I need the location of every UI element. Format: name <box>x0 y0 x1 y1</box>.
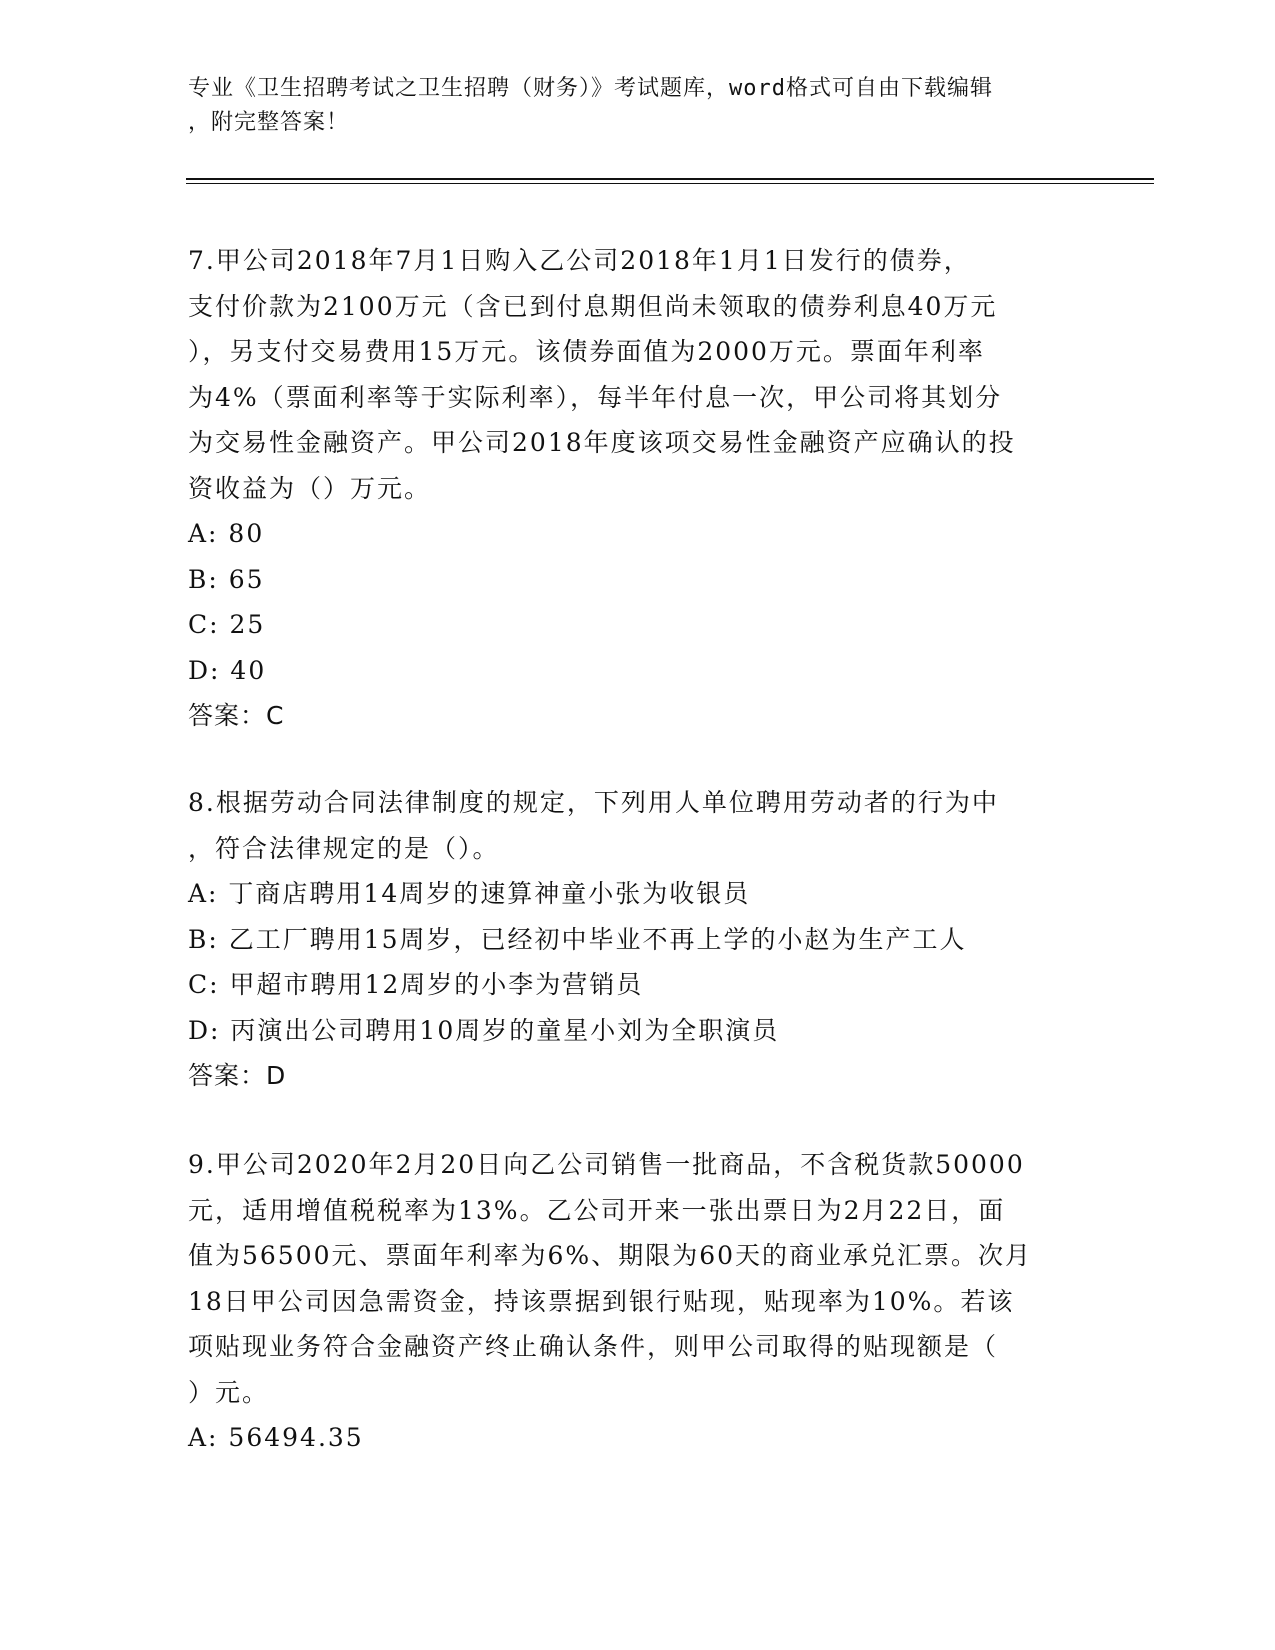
question-9 <box>188 1142 1088 1461</box>
option-a: A: 丁商店聘用14周岁的速算神童小张为收银员 <box>188 879 751 908</box>
question-8 <box>188 780 1088 1099</box>
option-b: B: 乙工厂聘用15周岁，已经初中毕业不再上学的小赵为生产工人 <box>188 924 967 954</box>
answer-label: 答案：C <box>188 701 285 730</box>
option-a: A: 56494.35 <box>188 1423 364 1452</box>
option-c: C: 25 <box>188 610 266 639</box>
option-d: D: 丙演出公司聘用10周岁的童星小刘为全职演员 <box>188 1015 780 1045</box>
option-b: B: 65 <box>188 564 265 594</box>
document-header <box>188 72 1088 140</box>
option-a: A: 80 <box>188 519 265 548</box>
header-divider-thick <box>186 178 1154 180</box>
question-text: 8.根据劳动合同法律制度的规定，下列用人单位聘用劳动者的行为中 ，符合法律规定的是（）。 <box>188 788 999 863</box>
question-text: 7.甲公司2018年7月1日购入乙公司2018年1月1日发行的债券， 支付价款为2100万元（含已到付息期但尚未领取的债券利息40万元 ），另支付交易费用15万元。该债券面值为2000万元。票面年利率 为4%（票面利率等于实际利率），每半年付息一次，甲公司将其划分 为交易性金融资产。甲公司2018年度该项交易性金融资产应确认的投 资收益为（）万元。 <box>188 246 1016 503</box>
header-line-1: 专业《卫生招聘考试之卫生招聘（财务）》考试题库，word格式可自由下载编辑 <box>188 76 993 101</box>
question-7 <box>188 238 1088 739</box>
header-line-2: ，附完整答案！ <box>188 110 350 135</box>
answer-label: 答案：D <box>188 1061 287 1090</box>
option-c: C: 甲超市聘用12周岁的小李为营销员 <box>188 970 644 999</box>
option-d: D: 40 <box>188 655 267 685</box>
question-text: 9.甲公司2020年2月20日向乙公司销售一批商品，不含税货款50000 元，适用增值税税率为13%。乙公司开来一张出票日为2月22日，面 值为56500元、票面年利率为6%、期限为60天的商业承兑汇票。次月 18日甲公司因急需资金，持该票据到银行贴现，贴现率为10%。若该 项贴现业务符合金融资产终止确认条件，则甲公司取得的贴现额是（ ）元。 <box>188 1150 1033 1407</box>
header-divider-thin <box>186 183 1154 184</box>
